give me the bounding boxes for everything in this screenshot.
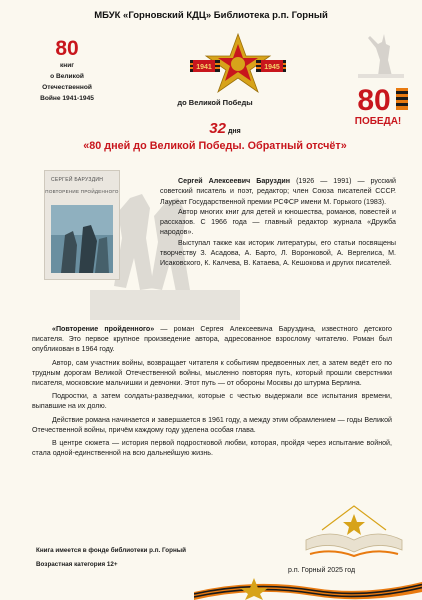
- days-number: 32: [209, 120, 226, 137]
- st-george-ribbon: [194, 570, 422, 600]
- footer-age-category: Возрастная категория 12+: [36, 561, 118, 568]
- book-illustration: [51, 205, 113, 273]
- footer-city-year: р.п. Горный 2025 год: [288, 567, 356, 574]
- left-line-2: о Великой: [50, 73, 84, 80]
- open-book-icon: [302, 500, 406, 562]
- left-line-4: Войне 1941-1945: [40, 95, 94, 102]
- main-p1: — роман Сергея Алексеевича Баруздина, известного детского писателя. Это первое крупное произведение автора, адресованное взрослому читателю. Роман был опубликован в 1964 году.: [32, 325, 393, 354]
- novel-title: «Повторение пройденного»: [52, 325, 155, 333]
- order-star-icon: [190, 32, 286, 96]
- author-name: Сергей Алексеевич Баруздин: [178, 177, 291, 185]
- left-line-1: книг: [59, 62, 75, 69]
- monument-icon: [354, 30, 406, 78]
- bio-p3: Выступал также как историк литературы, его статьи посвящены творчеству З. Асадова, А. Барто, Л. Воронковой, А. Вергелиса, М. Исаковского, К. Калчева, В. Катаева, А. Кешокова и других писателей.: [160, 238, 396, 268]
- author-bio: [160, 176, 396, 269]
- main-p5: В центре сюжета — история первой подростковой любви, которая, пройдя через испытание войной, стала одной-единственной на всю дальнейшую жизнь.: [32, 439, 392, 458]
- main-text: [32, 324, 392, 461]
- books-count: 80: [55, 37, 79, 60]
- victory-80-logo: [344, 80, 412, 128]
- days-counter: [190, 120, 260, 138]
- year-right: 1945: [264, 64, 280, 71]
- logo-number: 80: [357, 84, 391, 117]
- book-title: ПОВТОРЕНИЕ ПРОЙДЕННОГО: [45, 189, 119, 194]
- header-title: МБУК «Горновский КДЦ» Библиотека р.п. Горный: [94, 10, 328, 21]
- until-victory: до Великой Победы: [177, 98, 253, 107]
- footer-availability: Книга имеется в фонде библиотеки р.п. Горный: [36, 547, 187, 554]
- book-cover: [44, 170, 120, 280]
- bio-p2: Автор многих книг для детей и юношества, романов, повестей и рассказов. С 1966 года — главный редактор журнала «Дружба народов».: [160, 207, 396, 237]
- main-p4: Действие романа начинается и завершается в 1961 году, а между этим обрамлением — годы Великой Отечественной войны, причём каждому году уделена особая глава.: [32, 415, 392, 434]
- bio-p1: (1926 — 1991) — русский советский писатель и поэт, редактор; член Союза писателей СССР. Лауреат Государственной премии РСФСР имени М. Горького (1983).: [160, 177, 396, 206]
- main-p3: Подростки, а затем солдаты-разведчики, которые с честью выдержали все испытания времени, выпавшие на их долю.: [32, 392, 392, 411]
- countdown-title: «80 дней до Великой Победы. Обратный отсчёт»: [83, 140, 347, 152]
- book-author: СЕРГЕЙ БАРУЗДИН: [51, 177, 104, 183]
- left-block: [28, 38, 106, 104]
- main-p2: Автор, сам участник войны, возвращает читателя к событиям предвоенных лет, а затем ведёт его по трудным дорогам Великой Отечественной войны, мысленно повторяя путь, который прошли сверстники писателя, московские мальчишки и девчонки. Этот путь — от обороны Москвы до штурма Берлина.: [32, 358, 392, 388]
- days-label: дня: [227, 128, 241, 135]
- left-line-3: Отечественной: [42, 84, 92, 91]
- logo-text: ПОБЕДА!: [354, 116, 402, 127]
- year-left: 1941: [196, 64, 212, 71]
